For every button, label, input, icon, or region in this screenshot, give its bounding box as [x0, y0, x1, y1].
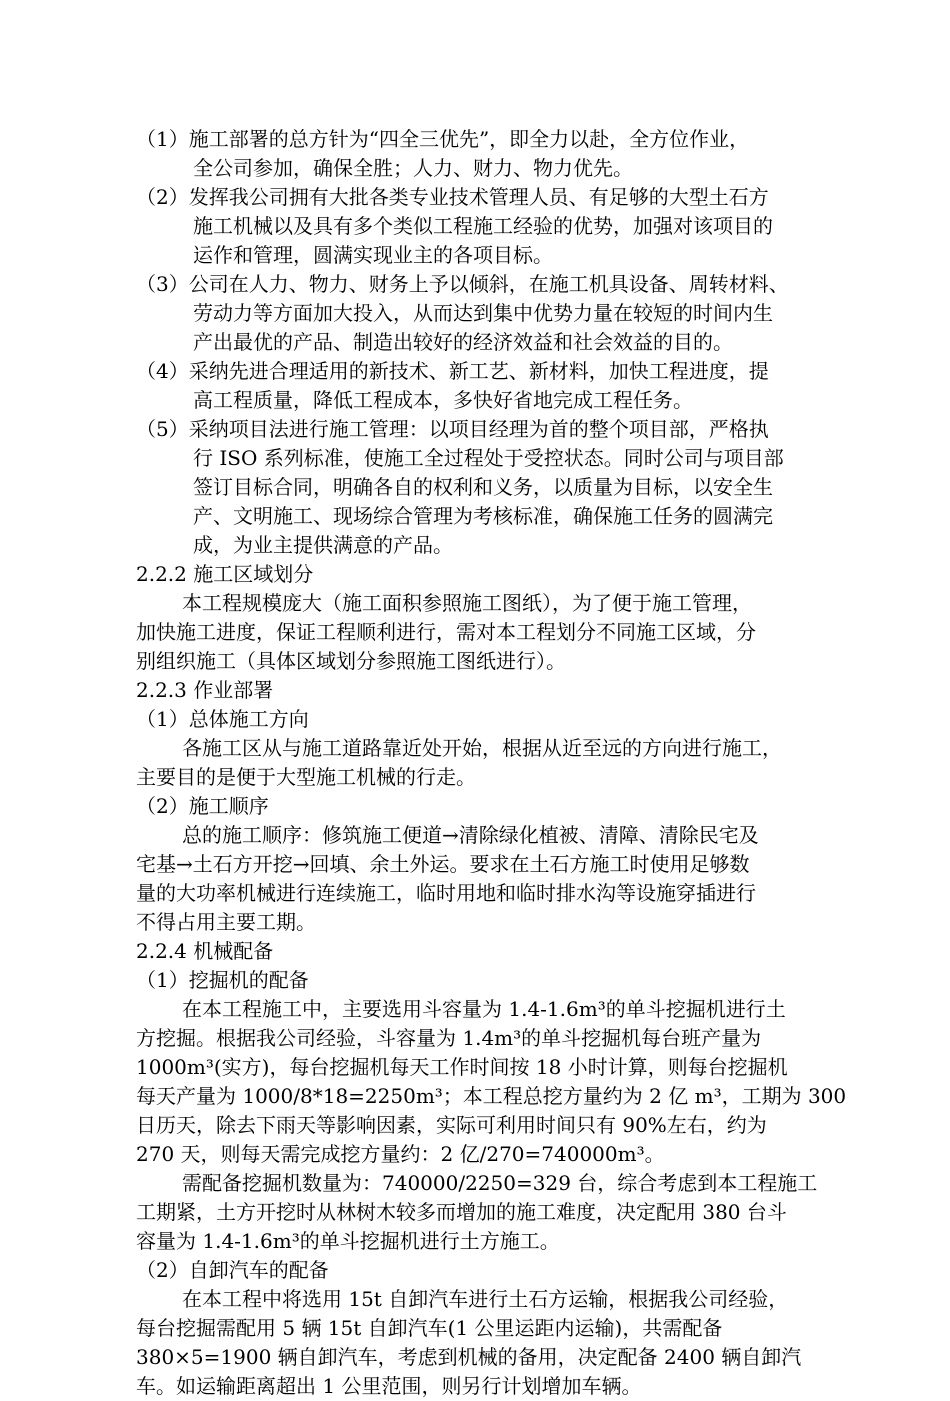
paragraph-line: 产、文明施工、现场综合管理为考核标准，确保施工任务的圆满完 [193, 504, 773, 528]
subsection-heading: （1）总体施工方向 [136, 707, 309, 731]
paragraph-line: 全公司参加，确保全胜；人力、财力、物力优先。 [193, 156, 633, 180]
section-heading: 2.2.3 作业部署 [136, 678, 274, 702]
paragraph-line: 在本工程施工中，主要选用斗容量为 1.4-1.6m³的单斗挖掘机进行土 [182, 997, 786, 1021]
paragraph-line: 高工程质量，降低工程成本，多快好省地完成工程任务。 [193, 388, 693, 412]
paragraph-line: 运作和管理，圆满实现业主的各项目标。 [193, 243, 553, 267]
paragraph-line: 施工机械以及具有多个类似工程施工经验的优势，加强对该项目的 [193, 214, 773, 238]
list-item-line: （5）采纳项目法进行施工管理：以项目经理为首的整个项目部，严格执 [136, 417, 769, 441]
paragraph-line: 总的施工顺序：修筑施工便道→清除绿化植被、清障、清除民宅及 [182, 823, 759, 847]
paragraph-line: 1000m³(实方)，每台挖掘机每天工作时间按 18 小时计算，则每台挖掘机 [136, 1055, 788, 1079]
paragraph-line: 车。如运输距离超出 1 公里范围，则另行计划增加车辆。 [136, 1374, 642, 1398]
paragraph-line: 签订目标合同，明确各自的权利和义务，以质量为目标，以安全生 [193, 475, 773, 499]
paragraph-line: 在本工程中将选用 15t 自卸汽车进行土石方运输，根据我公司经验， [182, 1287, 789, 1311]
paragraph-line: 加快施工进度，保证工程顺利进行，需对本工程划分不同施工区域，分 [136, 620, 756, 644]
paragraph-line: 各施工区从与施工道路靠近处开始，根据从近至远的方向进行施工， [182, 736, 782, 760]
subsection-heading: （1）挖掘机的配备 [136, 968, 309, 992]
paragraph-line: 需配备挖掘机数量为：740000/2250=329 台，综合考虑到本工程施工 [182, 1171, 818, 1195]
paragraph-line: 宅基→土石方开挖→回填、余土外运。要求在土石方施工时使用足够数 [136, 852, 750, 876]
section-heading: 2.2.4 机械配备 [136, 939, 274, 963]
subsection-heading: （2）自卸汽车的配备 [136, 1258, 329, 1282]
section-heading: 2.2.2 施工区域划分 [136, 562, 314, 586]
paragraph-line: 劳动力等方面加大投入，从而达到集中优势力量在较短的时间内生 [193, 301, 773, 325]
paragraph-line: 工期紧，土方开挖时从林树木较多而增加的施工难度，决定配用 380 台斗 [136, 1200, 787, 1224]
paragraph-line: 380×5=1900 辆自卸汽车，考虑到机械的备用，决定配备 2400 辆自卸汽 [136, 1345, 802, 1369]
list-item-line: （2）发挥我公司拥有大批各类专业技术管理人员、有足够的大型土石方 [136, 185, 769, 209]
paragraph-line: 别组织施工（具体区域划分参照施工图纸进行）。 [136, 649, 566, 673]
paragraph-line: 行 ISO 系列标准，使施工全过程处于受控状态。同时公司与项目部 [193, 446, 784, 470]
paragraph-line: 主要目的是便于大型施工机械的行走。 [136, 765, 476, 789]
paragraph-line: 不得占用主要工期。 [136, 910, 316, 934]
paragraph-line: 容量为 1.4-1.6m³的单斗挖掘机进行土方施工。 [136, 1229, 560, 1253]
list-item-line: （3）公司在人力、物力、财务上予以倾斜，在施工机具设备、周转材料、 [136, 272, 789, 296]
paragraph-line: 本工程规模庞大（施工面积参照施工图纸），为了便于施工管理， [182, 591, 752, 615]
paragraph-line: 每天产量为 1000/8*18=2250m³；本工程总挖方量约为 2 亿 m³，工期为 300 [136, 1084, 847, 1108]
subsection-heading: （2）施工顺序 [136, 794, 269, 818]
paragraph-line: 成，为业主提供满意的产品。 [193, 533, 453, 557]
paragraph-line: 量的大功率机械进行连续施工，临时用地和临时排水沟等设施穿插进行 [136, 881, 756, 905]
list-item-line: （4）采纳先进合理适用的新技术、新工艺、新材料，加快工程进度，提 [136, 359, 769, 383]
paragraph-line: 方挖掘。根据我公司经验，斗容量为 1.4m³的单斗挖掘机每台班产量为 [136, 1026, 762, 1050]
paragraph-line: 日历天，除去下雨天等影响因素，实际可利用时间只有 90%左右，约为 [136, 1113, 767, 1137]
document-body [136, 125, 868, 1401]
paragraph-line: 270 天，则每天需完成挖方量约：2 亿/270=740000m³。 [136, 1142, 665, 1166]
list-item-line: （1）施工部署的总方针为“四全三优先”，即全力以赴，全方位作业， [136, 127, 750, 151]
paragraph-line: 产出最优的产品、制造出较好的经济效益和社会效益的目的。 [193, 330, 733, 354]
paragraph-line: 每台挖掘需配用 5 辆 15t 自卸汽车(1 公里运距内运输)，共需配备 [136, 1316, 723, 1340]
